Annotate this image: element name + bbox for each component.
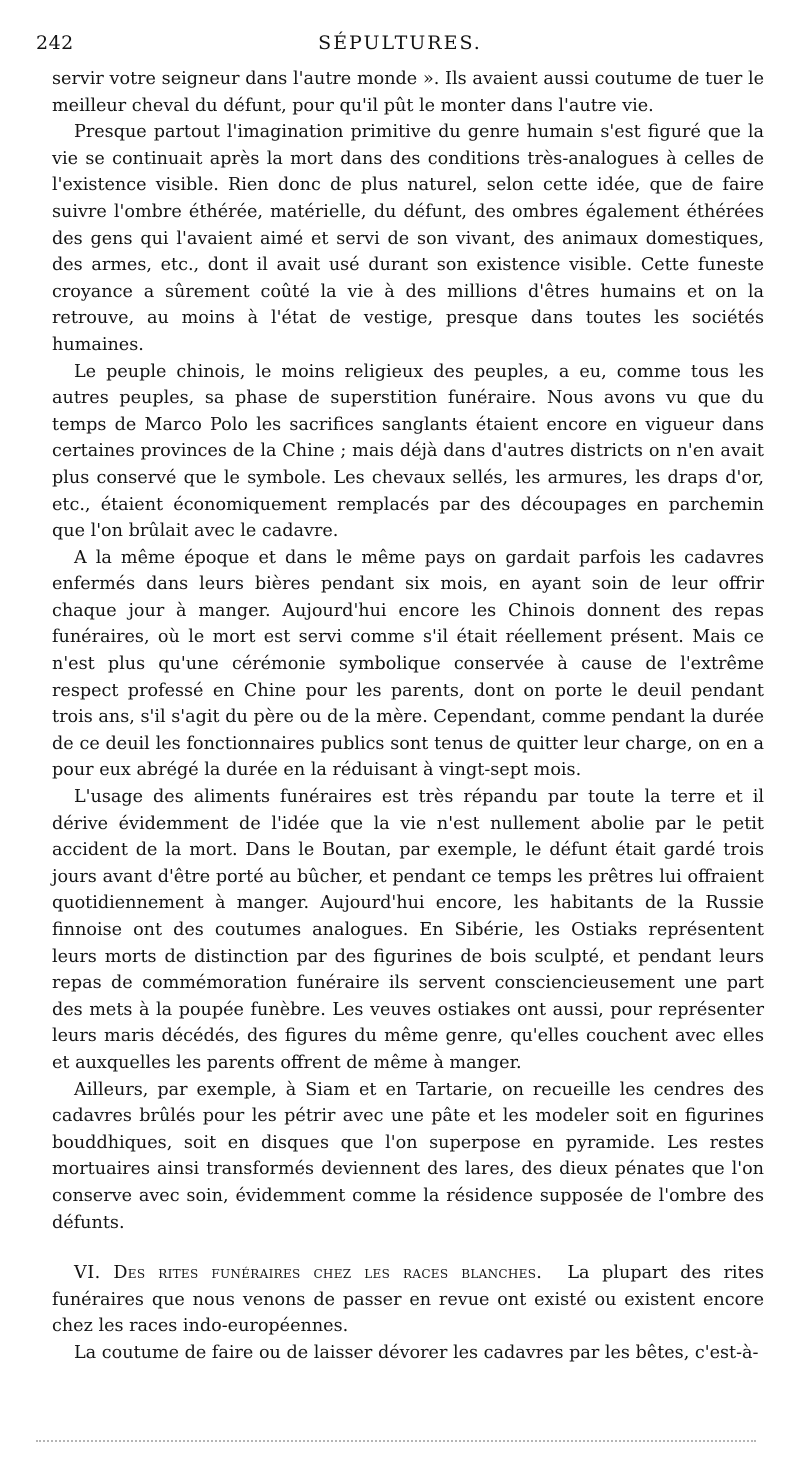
paragraph-continued: servir votre seigneur dans l'autre monde ». Ils avaient aussi coutume de tuer le meilleur cheval du défunt, pour qu'il pût le monter dans l'autre vie. [52, 69, 764, 116]
section-number: VI. [74, 1263, 101, 1284]
paragraph: Presque partout l'imagination primitive du genre humain s'est figuré que la vie se continuait après la mort dans des conditions très-analogues à celles de l'existence visible. Rien donc de plus naturel, selon cette idée, que de faire suivre l'ombre éthérée, matérielle, du défunt, des ombres également éthérées des gens qui l'avaient aimé et servi de son vivant, des animaux domestiques, des armes, etc., dont il avait usé durant son existence visible. Cette funeste croyance a sûrement coûté la vie à des millions d'êtres humains et on la retrouve, au moins à l'état de vestige, presque dans toutes les sociétés humaines. [52, 122, 764, 355]
section-text: La plupart des rites funéraires que nous venons de passer en revue ont existé ou existent encore chez les races indo-européennes. [52, 1263, 765, 1337]
text-body [52, 66, 764, 1367]
page-number: 242 [36, 32, 74, 54]
bottom-dotted-rule [36, 1440, 756, 1442]
running-head [36, 28, 764, 58]
running-title: SÉPULTURES. [318, 32, 482, 54]
paragraph-last: La coutume de faire ou de laisser dévorer les cadavres par les bêtes, c'est-à- [74, 1342, 759, 1363]
section-heading: Des rites funéraires chez les races blanches. [113, 1263, 543, 1284]
paragraph: Le peuple chinois, le moins religieux des peuples, a eu, comme tous les autres peuples, sa phase de superstition funéraire. Nous avons vu que du temps de Marco Polo les sacrifices sanglants étaient encore en vigueur dans certaines provinces de la Chine ; mais déjà dans d'autres districts on n'en avait plus conservé que le symbole. Les chevaux sellés, les armures, les draps d'or, etc., étaient économiquement remplacés par des découpages en parchemin que l'on brûlait avec le cadavre. [52, 361, 764, 542]
paragraph: A la même époque et dans le même pays on gardait parfois les cadavres enfermés dans leurs bières pendant six mois, en ayant soin de leur offrir chaque jour à manger. Aujourd'hui encore les Chinois donnent des repas funéraires, où le mort est servi comme s'il était réellement présent. Mais ce n'est plus qu'une cérémonie symbolique conservée à cause de l'extrême respect professé en Chine pour les parents, dont on porte le deuil pendant trois ans, s'il s'agit du père ou de la mère. Cependant, comme pendant la durée de ce deuil les fonctionnaires publics sont tenus de quitter leur charge, on en a pour eux abrégé la durée en la réduisant à vingt-sept mois. [52, 547, 764, 781]
paragraph: Ailleurs, par exemple, à Siam et en Tartarie, on recueille les cendres des cadavres brûlés pour les pétrir avec une pâte et les modeler soit en figurines bouddhiques, soit en disques que l'on superpose en pyramide. Les restes mortuaires ainsi transformés deviennent des lares, des dieux pénates que l'on conserve avec soin, évidemment comme la résidence supposée de l'ombre des défunts. [52, 1079, 764, 1233]
section-paragraph [52, 1260, 764, 1340]
paragraph: L'usage des aliments funéraires est très répandu par toute la terre et il dérive évidemment de l'idée que la vie n'est nullement abolie par le petit accident de la mort. Dans le Boutan, par exemple, le défunt était gardé trois jours avant d'être porté au bûcher, et pendant ce temps les prêtres lui offraient quotidiennement à manger. Aujourd'hui encore, les habitants de la Russie finnoise ont des coutumes analogues. En Sibérie, les Ostiaks représentent leurs morts de distinction par des figurines de bois sculpté, et pendant leurs repas de commémoration funéraire ils servent consciencieusement une part des mets à la poupée funèbre. Les veuves ostiakes ont aussi, pour représenter leurs maris décédés, des figures du même genre, qu'elles couchent avec elles et auxquelles les parents offrent de même à manger. [52, 787, 764, 1073]
